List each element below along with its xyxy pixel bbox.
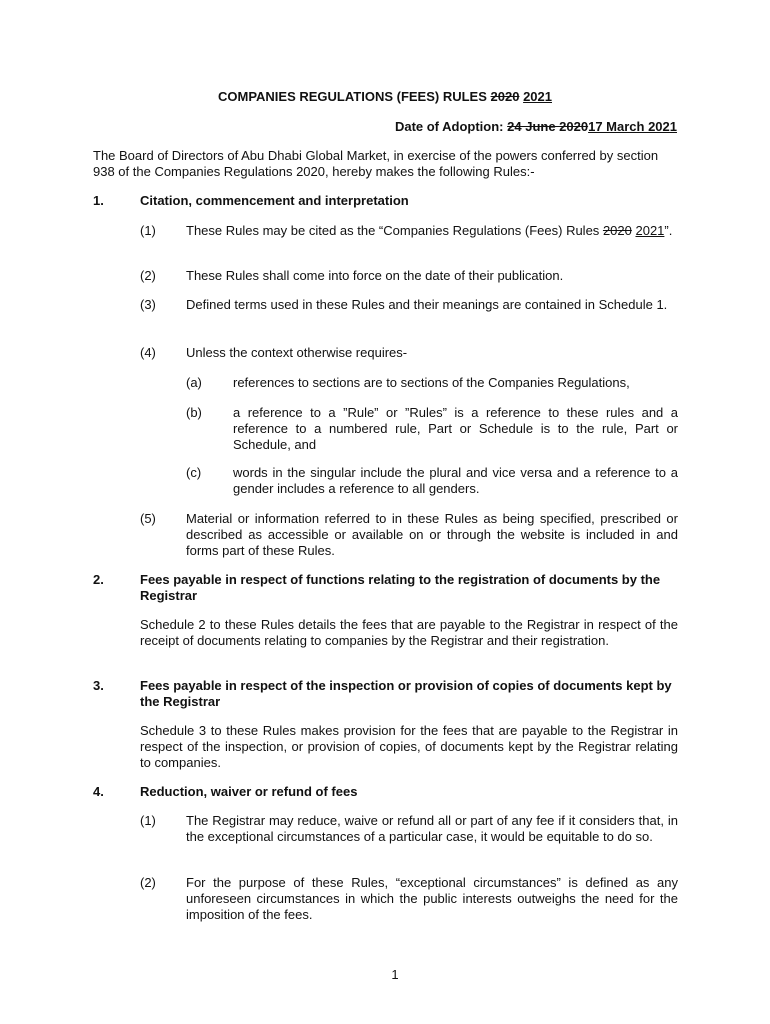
para-1-3-number: (3) <box>140 297 156 312</box>
preamble: The Board of Directors of Abu Dhabi Global Market, in exercise of the powers conferred by section 938 of the Companies Regulations 2020, hereby makes the following Rules:- <box>93 148 659 179</box>
para-1-1-deleted: 2020 <box>602 223 632 238</box>
para-1-4-a-number: (a) <box>186 375 202 390</box>
section-3-number: 3. <box>93 678 104 693</box>
para-4-1-number: (1) <box>140 813 156 828</box>
para-1-1-text <box>186 223 678 239</box>
date-of-adoption <box>395 119 677 135</box>
section-4-number: 4. <box>93 784 104 799</box>
adoption-inserted-date: 17 March 2021 <box>588 119 677 134</box>
title-inserted-year: 2021 <box>523 89 552 104</box>
para-1-1-text-before: These Rules may be cited as the “Companies Regulations (Fees) Rules <box>186 223 600 238</box>
section-2-body: Schedule 2 to these Rules details the fees that are payable to the Registrar in respect of the receipt of documents relating to companies by the Registrar and their registration. <box>140 617 678 648</box>
para-4-2-number: (2) <box>140 875 156 890</box>
section-2-number: 2. <box>93 572 104 587</box>
section-1-heading: Citation, commencement and interpretation <box>140 193 409 208</box>
para-1-5-text: Material or information referred to in these Rules as being specified, prescribed or described as accessible or available on or through the website is included in and forms part of these Rules. <box>186 511 678 558</box>
para-1-2-text: These Rules shall come into force on the date of their publication. <box>186 268 564 283</box>
para-4-1-text: The Registrar may reduce, waive or refund all or part of any fee if it considers that, in the exceptional circumstances of a particular case, it would be equitable to do so. <box>186 813 678 844</box>
para-1-1-number: (1) <box>140 223 156 238</box>
adoption-label: Date of Adoption: <box>394 119 504 134</box>
section-3-body: Schedule 3 to these Rules makes provision for the fees that are payable to the Registrar in respect of the inspection, or provision of copies, of documents kept by the Registrar relating to companies. <box>140 723 678 770</box>
para-1-5-number: (5) <box>140 511 156 526</box>
para-1-4-a-text: references to sections are to sections of the Companies Regulations, <box>233 375 630 390</box>
para-1-1-inserted: 2021 <box>635 223 665 238</box>
title-main: COMPANIES REGULATIONS (FEES) RULES <box>217 89 487 104</box>
para-1-4-number: (4) <box>140 345 156 360</box>
section-4-heading: Reduction, waiver or refund of fees <box>140 784 358 799</box>
para-1-2-number: (2) <box>140 268 156 283</box>
section-1-number: 1. <box>93 193 104 208</box>
para-1-4-b-number: (b) <box>186 405 202 420</box>
page-number: 1 <box>391 967 399 982</box>
section-2-heading: Fees payable in respect of functions relating to the registration of documents by the Registrar <box>140 572 661 603</box>
para-1-1-text-after: ”. <box>664 223 673 238</box>
para-1-3-text: Defined terms used in these Rules and their meanings are contained in Schedule 1. <box>186 297 668 312</box>
adoption-deleted-date: 24 June 2020 <box>507 119 589 134</box>
para-1-4-b-text: a reference to a ”Rule” or ”Rules” is a reference to these rules and a reference to a numbered rule, Part or Schedule is to the rule, Part or Schedule, and <box>233 405 678 452</box>
para-1-4-c-number: (c) <box>186 465 202 480</box>
para-1-4-c-text: words in the singular include the plural and vice versa and a reference to a gender includes a reference to all genders. <box>233 465 678 496</box>
section-3-heading: Fees payable in respect of the inspection or provision of copies of documents kept by the Registrar <box>140 678 672 709</box>
title-deleted-year: 2020 <box>490 89 520 104</box>
document-title <box>0 89 770 105</box>
para-4-2-text: For the purpose of these Rules, “exceptional circumstances” is defined as any unforeseen circumstances in which the public interests outweighs the need for the imposition of the fees. <box>186 875 678 922</box>
para-1-4-text: Unless the context otherwise requires- <box>186 345 408 360</box>
